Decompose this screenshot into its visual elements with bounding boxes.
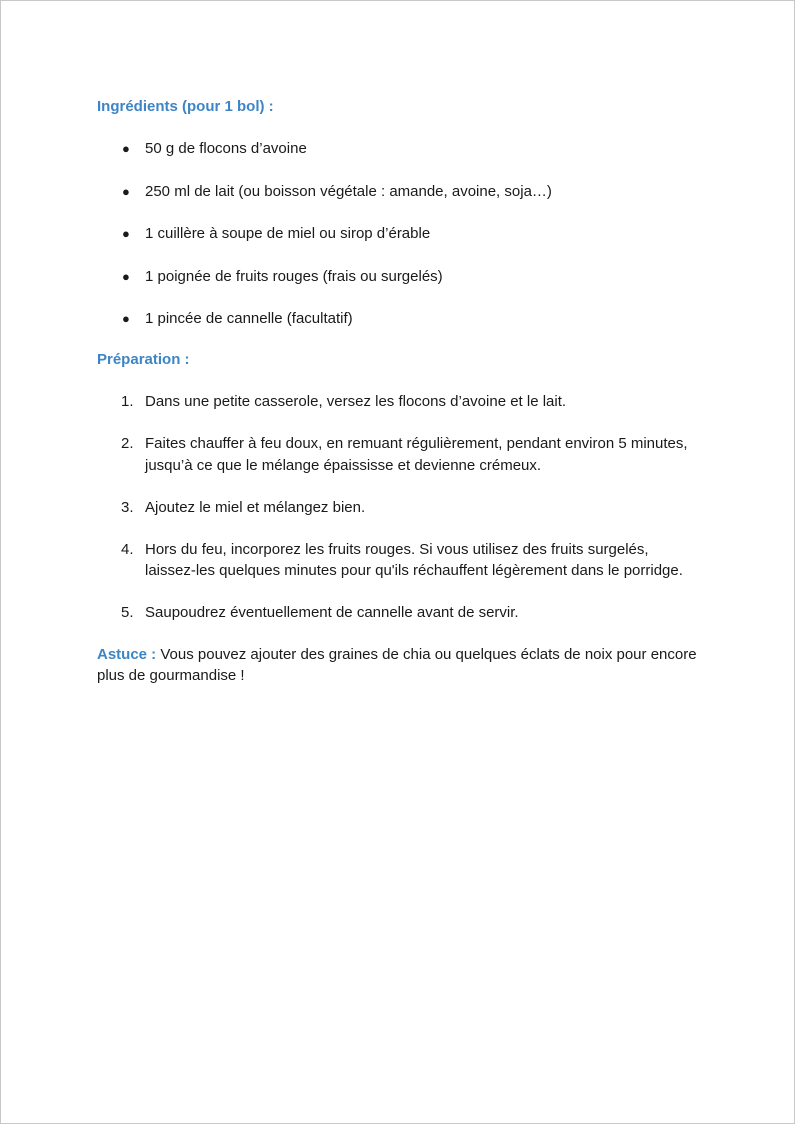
bullet-icon: ● [122,183,130,199]
step-text: Saupoudrez éventuellement de cannelle avant de servir. [145,604,519,621]
ingredient-text: 250 ml de lait (ou boisson végétale : amande, avoine, soja…) [145,182,552,200]
tip-paragraph [97,644,697,687]
ingredient-text: 50 g de flocons d’avoine [145,140,307,157]
step-text: Hors du feu, incorporez les fruits rouges. Si vous utilisez des fruits surgelés, laissez-les quelques minutes pour qu'ils réchauffent légèrement dans le porridge. [145,540,683,579]
step-text: Ajoutez le miel et mélangez bien. [145,498,366,516]
preparation-heading: Préparation : [97,351,190,368]
step-text: Dans une petite casserole, versez les flocons d’avoine et le lait. [145,393,567,410]
step-number: 3. [121,498,134,516]
step-number: 4. [121,540,134,558]
ingredient-text: 1 cuillère à soupe de miel ou sirop d’érable [145,225,431,242]
tip-label: Astuce : [97,645,157,663]
list-item [97,391,697,413]
tip-text: Vous pouvez ajouter des graines de chia ou quelques éclats de noix pour encore plus de gourmandise ! [97,645,697,684]
list-item [97,223,697,245]
bullet-icon: ● [122,311,130,326]
step-number: 5. [121,604,134,621]
ingredients-list [97,138,697,330]
ingredients-heading: Ingrédients (pour 1 bol) : [97,98,274,115]
list-item [97,497,697,519]
list-item [97,602,697,624]
step-text: Faites chauffer à feu doux, en remuant régulièrement, pendant environ 5 minutes, jusqu’à ce que le mélange épaississe et devienne crémeux. [145,435,688,474]
bullet-icon: ● [122,141,130,156]
list-item [97,138,697,160]
ingredient-text: 1 poignée de fruits rouges (frais ou surgelés) [145,267,443,285]
list-item [97,266,697,288]
list-item [97,181,697,203]
preparation-steps [97,391,697,624]
recipe-content [97,96,697,687]
list-item [97,539,697,582]
list-item [97,308,697,330]
bullet-icon: ● [122,268,130,284]
step-number: 1. [121,393,134,410]
ingredient-text: 1 pincée de cannelle (facultatif) [145,310,353,327]
step-number: 2. [121,435,134,452]
bullet-icon: ● [122,226,130,241]
list-item [97,433,697,476]
